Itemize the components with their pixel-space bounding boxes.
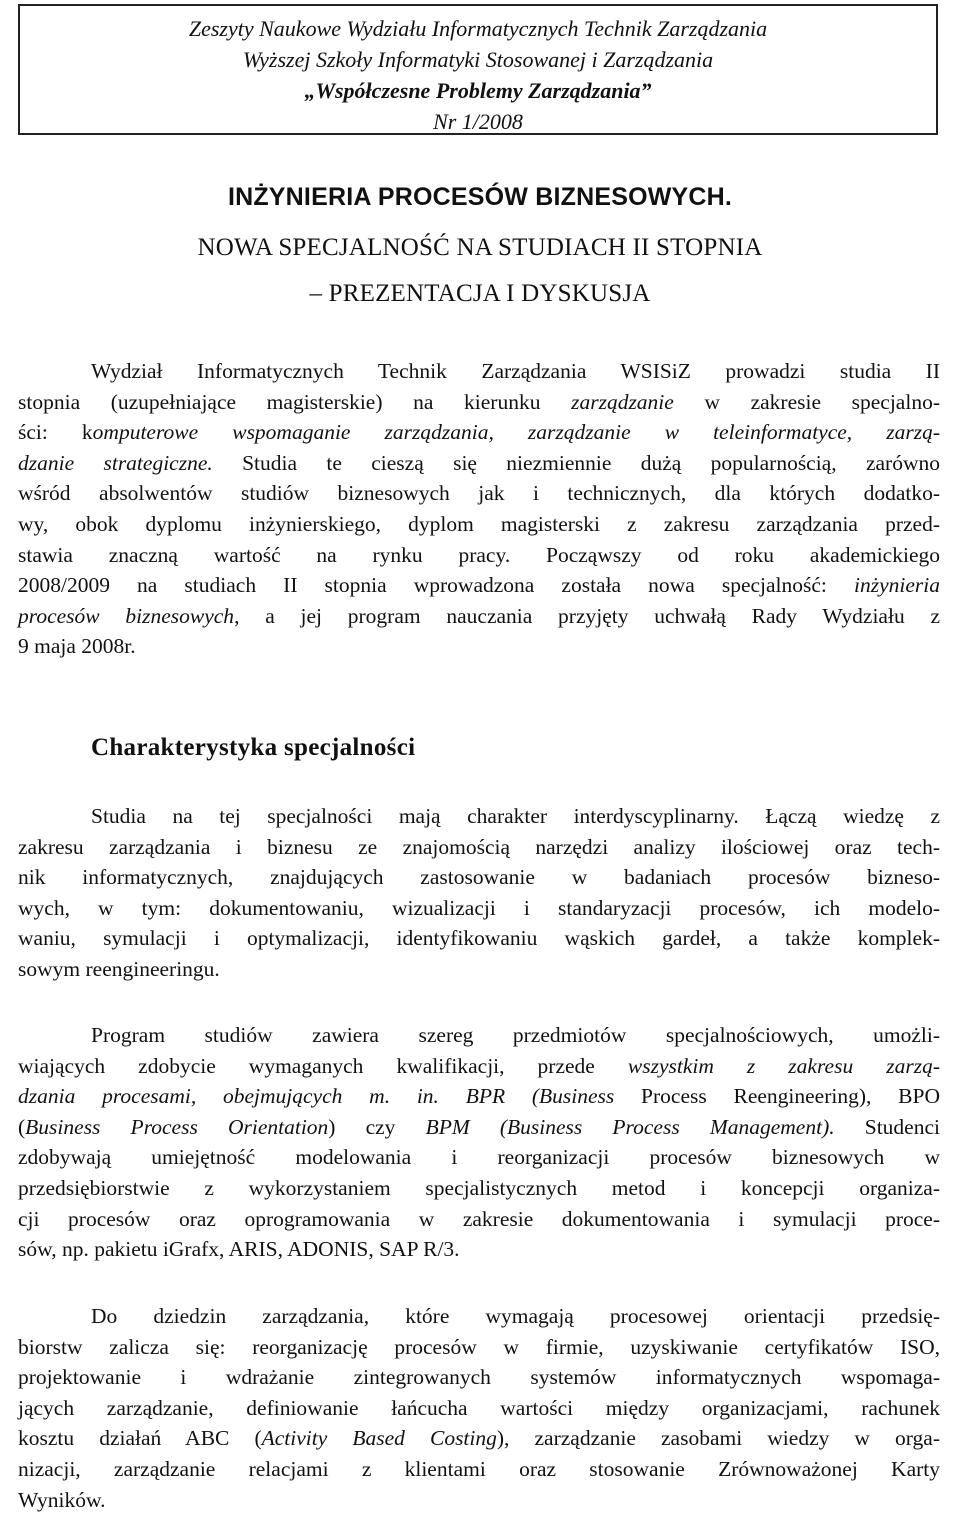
para3-line: jących zarządzanie, definiowanie łańcucha wartości między organizacjami, rachunek	[18, 1395, 940, 1420]
journal-header-box	[18, 4, 938, 135]
italic-run: zarządzanie	[571, 389, 674, 414]
para2-line: sów, np. pakietu iGrafx, ARIS, ADONIS, SAP R/3.	[18, 1237, 460, 1262]
text-run: ), zarządzanie zasobami wiedzy w orga-	[496, 1426, 941, 1451]
italic-run: omputerowe wspomaganie zarządzania, zarządzanie w teleinformatyce, zarzą-	[92, 420, 941, 445]
para3-line	[18, 1423, 940, 1454]
text-run: stopnia (uzupełniające magisterskie) na kierunku	[18, 389, 572, 414]
journal-header-line-3: „Współczesne Problemy Zarządzania”	[304, 78, 652, 103]
para2-line	[18, 1081, 940, 1112]
italic-run: BPM (Business Process Management).	[425, 1114, 835, 1139]
intro-line	[18, 448, 940, 479]
italic-run: procesów biznesowych	[18, 603, 235, 628]
para2-line: Program studiów zawiera szereg przedmiotów specjalnościowych, umożli-	[91, 1023, 940, 1047]
italic-run: Activity Based Costing	[261, 1426, 497, 1451]
para1-line: nik informatycznych, znajdujących zastosowanie w badaniach procesów bizneso-	[18, 865, 940, 890]
text-run: ści: k	[18, 420, 93, 445]
intro-line: wy, obok dyplomu inżynierskiego, dyplom magisterski z zakresu zarządzania przed-	[18, 511, 940, 536]
article-title-text-1: INŻYNIERIA PROCESÓW BIZNESOWYCH.	[227, 183, 733, 211]
intro-line: Wydział Informatycznych Technik Zarządzania WSISiZ prowadzi studia II	[91, 359, 940, 383]
text-run: Studia te cieszą się niezmiennie dużą popularnością, zarówno	[212, 450, 940, 475]
para1-line: Studia na tej specjalności mają charakter interdyscyplinarny. Łączą wiedzę z	[91, 804, 940, 828]
para2-line: przedsiębiorstwie z wykorzystaniem specjalistycznych metod i koncepcji organiza-	[18, 1175, 940, 1200]
para1-line: sowym reengineeringu.	[18, 956, 220, 981]
article-title-line-2: NOWA SPECJALNOŚĆ NA STUDIACH II STOPNIA	[197, 234, 763, 261]
para3-line: nizacji, zarządzanie relacjami z klientami oraz stosowanie Zrównoważonej Karty	[18, 1456, 940, 1481]
text-run: , a jej program nauczania przyjęty uchwałą Rady Wydziału z	[234, 603, 940, 628]
italic-run: dzanie strategiczne.	[18, 450, 213, 475]
intro-line	[18, 387, 940, 418]
paragraph-domains	[18, 1301, 940, 1515]
journal-header-line-1: Zeszyty Naukowe Wydziału Informatycznych Technik Zarządzania	[188, 16, 768, 41]
text-run: ) czy	[328, 1114, 426, 1139]
text-run: Process Reengineering), BPO	[614, 1084, 940, 1109]
italic-run: wszystkim z zakresu zarzą-	[627, 1053, 940, 1078]
para3-line: projektowanie i wdrażanie zintegrowanych systemów informatycznych wspomaga-	[18, 1365, 940, 1390]
para2-line: cji procesów oraz oprogramowania w zakresie dokumentowania i symulacji proce-	[18, 1206, 940, 1231]
para3-line: Wyników.	[18, 1487, 106, 1512]
text-run: Studenci	[834, 1114, 940, 1139]
para1-line: zakresu zarządzania i biznesu ze znajomością narzędzi analizy ilościowej oraz tech-	[18, 834, 940, 859]
text-run: w zakresie specjalno-	[673, 389, 940, 414]
text-run: 2008/2009 na studiach II stopnia wprowadzona została nowa specjalność:	[18, 573, 854, 598]
italic-run: dzania procesami, obejmujących m. in. BPR (Business	[18, 1084, 615, 1109]
intro-line	[18, 570, 940, 601]
para2-line: zdobywają umiejętność modelowania i reorganizacji procesów biznesowych w	[18, 1145, 940, 1170]
text-run: kosztu działań ABC (	[18, 1426, 262, 1451]
journal-header-line-2: Wyższej Szkoły Informatyki Stosowanej i Zarządzania	[242, 47, 714, 72]
section-heading: Charakterystyka specjalności	[91, 734, 416, 761]
para1-line: waniu, symulacji i optymalizacji, identyfikowaniu wąskich gardeł, a także komplek-	[18, 926, 940, 951]
intro-line: stawia znaczną wartość na rynku pracy. Począwszy od roku akademickiego	[18, 542, 940, 567]
article-title-line-3: – PREZENTACJA I DYSKUSJA	[309, 280, 651, 307]
text-run: (	[18, 1114, 26, 1139]
para3-line: Do dziedzin zarządzania, które wymagają procesowej orientacji przedsię-	[91, 1304, 940, 1328]
intro-line: wśród absolwentów studiów biznesowych jak i technicznych, dla których dodatko-	[18, 481, 940, 506]
para1-line: wych, w tym: dokumentowaniu, wizualizacji i standaryzacji procesów, ich modelo-	[18, 895, 940, 920]
article-title-line-1	[0, 174, 960, 221]
intro-paragraph	[18, 356, 940, 662]
para2-line	[18, 1051, 940, 1082]
italic-run: Business Process Orientation	[25, 1114, 329, 1139]
paragraph-characteristics	[18, 801, 940, 985]
journal-header-line-4: Nr 1/2008	[433, 109, 523, 134]
intro-line	[18, 417, 940, 448]
text-run: wiających zdobycie wymaganych kwalifikacji, przede	[18, 1053, 628, 1078]
paragraph-program	[18, 1020, 940, 1265]
para2-line	[18, 1112, 940, 1143]
para3-line: biorstw zalicza się: reorganizację procesów w firmie, uzyskiwanie certyfikatów ISO,	[18, 1334, 940, 1359]
intro-line	[18, 601, 940, 632]
intro-line: 9 maja 2008r.	[18, 634, 136, 659]
italic-run: inżynieria	[854, 573, 940, 598]
